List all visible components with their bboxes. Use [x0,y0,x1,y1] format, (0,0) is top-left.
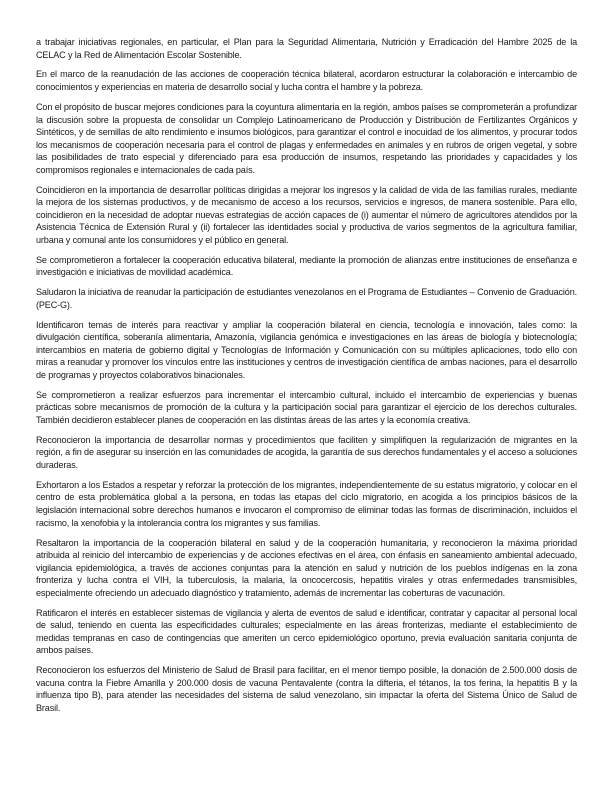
paragraph-technical-cooperation: En el marco de la reanudación de las acciones de cooperación técnica bilateral, acordaron estructurar la colaboración e intercambio de conocimientos y experiencias en materia de desarrollo social y lucha contra el hambre y la pobreza. [36,69,577,93]
paragraph-health-surveillance: Ratificaron el interés en establecer sistemas de vigilancia y alerta de eventos de salud e identificar, contratar y capacitar al personal local de salud, teniendo en cuenta las especificidades culturales; especialmente en las áreas fronterizas, mediante el establecimiento de medidas tempranas en caso de contingencias que ameriten un cerco epidemiológico oportuno, previa evaluación sanitaria conjunta de ambos países. [36,607,577,656]
paragraph-food-security-plan: a trabajar iniciativas regionales, en particular, el Plan para la Seguridad Alimentaria, Nutrición y Erradicación del Hambre 2025 de la CELAC y la Red de Alimentación Escolar Sostenible. [36,37,577,60]
paragraph-education-cooperation: Se comprometieron a fortalecer la cooperación educativa bilateral, mediante la promoción de alianzas entre instituciones de enseñanza e investigación e iniciativas de movilidad académica. [36,254,577,278]
paragraph-rural-families: Coincidieron en la importancia de desarrollar políticas dirigidas a mejorar los ingresos y la calidad de vida de las familias rurales, mediante la mejora de los sistemas productivos, y de mecanismo de acceso a los recursos, servicios e ingresos, de manera sostenible. Para ello, coincidieron en la necesidad de adoptar nuevas estrategias de acción capaces de (i) aumentar el número de agricultores atendidos por la Asistencia Técnica de Extensión Rural y (ii) fortalecer las identidades social y productiva de varios segmentos de la agricultura familiar, urbana y comunal ante los consumidores y el público en general. [36,184,577,245]
paragraph-health-cooperation: Resaltaron la importancia de la cooperación bilateral en salud y de la cooperación humanitaria, y reconocieron la máxima prioridad atribuida al reinicio del intercambio de experiencias y de acciones efectivas en el área, con énfasis en saneamiento ambiental adecuado, vigilancia epidemiológica, a través de acciones conjuntas para la atención en salud y nutrición de los pueblos indígenas en la zona fronteriza y lucha contra el VIH, la tuberculosis, la malaria, la oncocercosis, hepatitis virales y otras enfermedades transmisibles, especialmente ofreciendo un adecuado diagnóstico y tratamiento, además de incrementar las coberturas de vacunación. [36,537,577,598]
paragraph-cultural-exchange: Se comprometieron a realizar esfuerzos para incrementar el intercambio cultural, incluido el intercambio de experiencias y buenas prácticas sobre mecanismos de promoción de la cultura y la participación social para garantizar el ejercicio de los derechos culturales. También decidieron establecer planes de cooperación en las distintas áreas de las artes y la economía creativa. [36,389,577,425]
paragraph-migrant-protection: Exhortaron a los Estados a respetar y reforzar la protección de los migrantes, independientemente de su estatus migratorio, y colocar en el centro de esta problemática global a la persona, en todas las etapas del ciclo migratorio, en acogida a los principios básicos de la legislación internacional sobre derechos humanos e invocaron el compromiso de eliminar todas las formas de discriminación, incluidos el racismo, la xenofobia y la intolerancia contra los migrantes y sus familias. [36,479,577,528]
document-page [36,36,577,722]
paragraph-migrant-regularization: Reconocieron la importancia de desarrollar normas y procedimientos que faciliten y simplifiquen la regularización de migrantes en la región, a fin de asegurar su inserción en las comunidades de acogida, la garantía de sus derechos fundamentales y el acceso a soluciones duraderas. [36,434,577,470]
paragraph-student-program: Saludaron la iniciativa de reanudar la participación de estudiantes venezolanos en el Programa de Estudiantes – Convenio de Graduación. (PEC-G). [36,287,577,310]
paragraph-vaccine-donation: Reconocieron los esfuerzos del Ministerio de Salud de Brasil para facilitar, en el menor tiempo posible, la donación de 2.500.000 dosis de vacuna contra la Fiebre Amarilla y 200.000 dosis de vacuna Pentavalente (contra la difteria, el tétanos, la tos ferina, la hepatitis B y la influenza tipo B), para atender las necesidades del sistema de salud venezolano, sin impactar la oferta del Sistema Único de Salud de Brasil. [36,665,577,713]
paragraph-fertilizers-complex: Con el propósito de buscar mejores condiciones para la coyuntura alimentaria en la región, ambos países se comprometerán a profundizar la discusión sobre la propuesta de consolidar un Complejo Latinoamericano de Producción y Distribución de Fertilizantes Orgánicos y Sintéticos, y de semillas de alto rendimiento e insumos biológicos, para garantizar el control e inocuidad de los alimentos, y procurar todos los mecanismos de cooperación necesaria para el control de plagas y enfermedades en animales y en rubros de origen vegetal, y sobre las posibilidades de trato especial y diferenciado para esa producción de insumos, respetando las prioridades y capacidades y los compromisos regionales e internacionales de cada país. [36,101,577,175]
paragraph-science-technology: Identificaron temas de interés para reactivar y ampliar la cooperación bilateral en ciencia, tecnología e innovación, tales como: la divulgación científica, soberanía alimentaria, Amazonía, vigilancia genómica e investigaciones en las áreas de biología y biotecnología; intercambios en materia de gobierno digital y Tecnologías de Información y Comunicación con su múltiples aplicaciones, todo ello con miras a reanudar y promover los vínculos entre las instituciones y centros de investigación científica de ambas naciones, para el desarrollo de programas y proyectos colaborativos binacionales. [36,319,577,380]
